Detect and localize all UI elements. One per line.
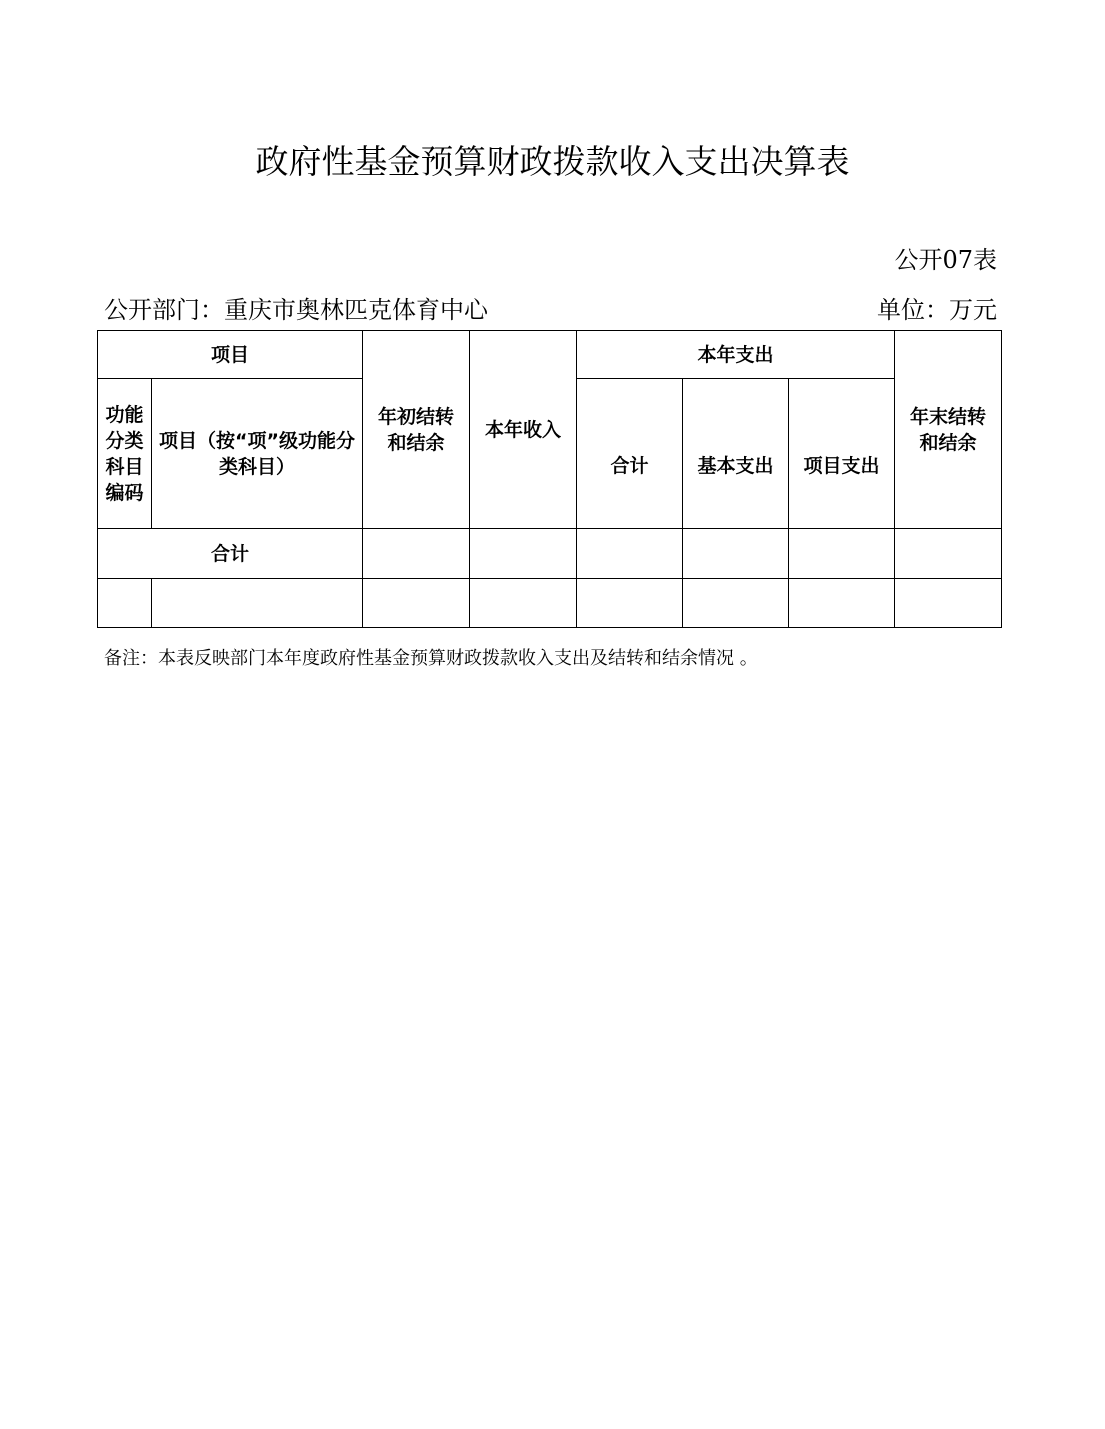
table-number: 公开07表 <box>894 246 997 274</box>
header-end-balance <box>895 331 1002 529</box>
header-basic-expense: 基本支出 <box>683 379 789 529</box>
header-project: 项目 <box>98 331 363 379</box>
budget-table <box>97 330 1002 628</box>
cell <box>152 579 363 628</box>
cell <box>577 579 683 628</box>
total-label: 合计 <box>98 529 363 579</box>
unit: 单位：万元 <box>877 296 997 324</box>
department: 公开部门：重庆市奥林匹克体育中心 <box>104 296 488 324</box>
cell <box>789 529 895 579</box>
header-expense: 本年支出 <box>577 331 895 379</box>
header-begin-balance <box>363 331 470 529</box>
header-expense-total: 合计 <box>577 379 683 529</box>
cell <box>895 529 1002 579</box>
cell <box>363 529 470 579</box>
cell <box>683 529 789 579</box>
header-project-expense: 项目支出 <box>789 379 895 529</box>
cell <box>470 529 577 579</box>
header-func-code-text: 功能分类科目编码 <box>105 403 144 504</box>
cell <box>683 579 789 628</box>
header-project-detail: 项目（按“项”级功能分类科目） <box>152 379 363 529</box>
cell <box>470 579 577 628</box>
cell <box>577 529 683 579</box>
page-title: 政府性基金预算财政拨款收入支出决算表 <box>255 142 850 181</box>
header-begin-balance-text: 年初结转和结余 <box>378 405 455 454</box>
header-end-balance-text: 年末结转和结余 <box>910 405 987 454</box>
cell <box>789 579 895 628</box>
footnote: 备注：本表反映部门本年度政府性基金预算财政拨款收入支出及结转和结余情况 。 <box>104 648 758 669</box>
header-income: 本年收入 <box>470 331 577 529</box>
cell <box>98 579 152 628</box>
cell <box>895 579 1002 628</box>
table-row <box>98 579 1002 628</box>
cell <box>363 579 470 628</box>
table-row-total <box>98 529 1002 579</box>
header-func-code <box>98 379 152 529</box>
